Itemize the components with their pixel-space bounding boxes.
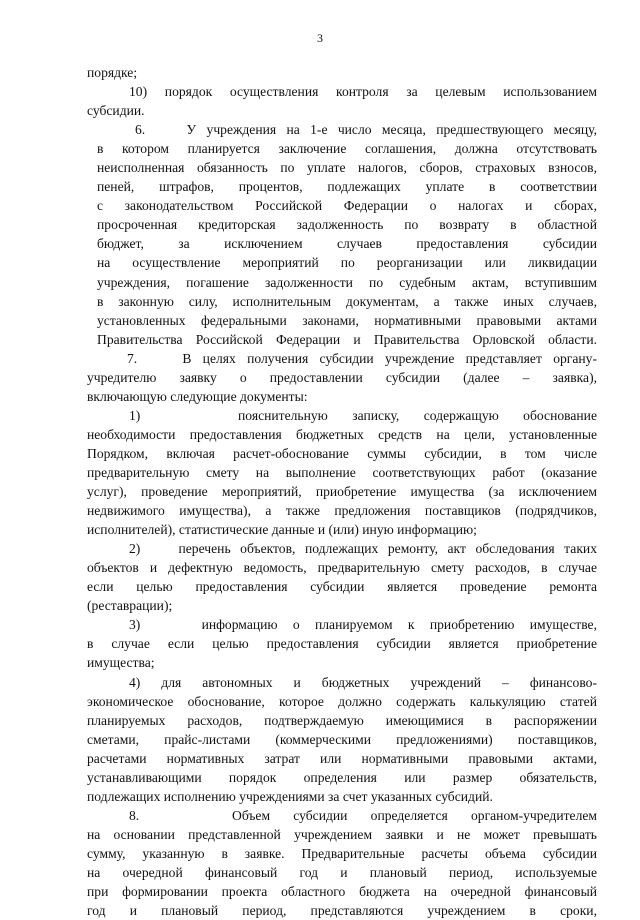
text-line: предварительную смету на выполнение соответствующих работ (оказание [87,464,597,480]
text-line: бюджет, за исключением случаев предоставления субсидии [97,236,597,252]
text-line: включающую следующие документы: [87,388,308,404]
text-line: 6. У учреждения на 1-е число месяца, предшествующего месяцу, [135,122,597,138]
text-line: в случае если целью предоставления субсидии является приобретение [87,636,597,652]
text-line: имущества; [87,655,155,671]
text-line: год и плановый период, представляются учреждением в сроки, [87,903,597,919]
document-body [87,63,597,920]
text-line: учреждения, погашение задолженности по судебным актам, вступившим [97,274,597,290]
text-line: услуг), проведение мероприятий, приобретение имущества (за исключением [87,484,597,500]
text-line: на осуществление мероприятий по реорганизации или ликвидации [97,255,597,271]
text-line: 2) перечень объектов, подлежащих ремонту, акт обследования таких [129,541,597,557]
text-line: пеней, штрафов, процентов, подлежащих уплате в соответствии [97,179,597,195]
text-line: 8. Объем субсидии определяется органом-учредителем [129,807,597,823]
text-line: исполнителей), статистические данные и (или) иную информацию; [87,522,477,538]
text-line: 3) информацию о планируемом к приобретению имуществе, [129,617,597,633]
text-line: на основании представленной учреждением заявки и не может превышать [87,826,597,842]
text-line: подлежащих исполнению учреждениями за счет указанных субсидий. [87,788,493,804]
text-line: 1) пояснительную записку, содержащую обоснование [129,407,597,423]
text-line: 7. В целях получения субсидии учреждение представляет органу- [127,350,597,366]
text-line: экономическое обоснование, которое должно содержать калькуляцию статей [87,693,597,709]
text-line: расчетами нормативных затрат или нормативными правовыми актами, [87,750,597,766]
text-line: устанавливающими порядок определения или размер обязательств, [87,769,597,785]
text-line: сумму, указанную в заявке. Предварительные расчеты объема субсидии [87,845,597,861]
text-line: субсидии. [87,103,145,119]
text-line: (реставрации); [87,598,173,614]
text-line: на очередной финансовый год и плановый период, используемые [87,864,597,880]
text-line: Порядком, включая расчет-обоснование суммы субсидии, в том числе [87,445,597,461]
text-line: неисполненная обязанность по уплате налогов, сборов, страховых взносов, [97,160,597,176]
text-line: 4) для автономных и бюджетных учреждений – финансово- [129,674,597,690]
text-line: порядке; [87,65,138,80]
text-line: 10) порядок осуществления контроля за целевым использованием [129,84,597,100]
text-line: с законодательством Российской Федерации о налогах и сборах, [97,198,597,214]
text-line: планируемых расходов, подтверждаемую имеющимися в распоряжении [87,712,597,728]
text-line: в законную силу, исполнительным документам, а также иных случаев, [97,293,597,309]
text-line: при формировании проекта областного бюджета на очередной финансовый [87,884,597,900]
text-line: установленных федеральными законами, нормативными правовыми актами [97,312,597,328]
text-line: недвижимого имущества), а также предложения поставщиков (подрядчиков, [87,503,597,519]
text-line: необходимости предоставления бюджетных средств на цели, установленные [87,426,597,442]
text-line: Правительства Российской Федерации и Правительства Орловской области. [97,331,597,347]
text-line: сметами, прайс-листами (коммерческими предложениями) поставщиков, [87,731,597,747]
text-line: объектов и дефектную ведомость, предварительную смету расходов, в случае [87,560,597,576]
text-line: в котором планируется заключение соглашения, должна отсутствовать [97,141,597,157]
page-number: 3 [317,31,323,45]
text-line: если целью предоставления субсидии является проведение ремонта [87,579,597,595]
text-line: просроченная кредиторская задолженность по возврату в областной [97,217,597,233]
text-line: учредителю заявку о предоставлении субсидии (далее – заявка), [87,369,597,385]
